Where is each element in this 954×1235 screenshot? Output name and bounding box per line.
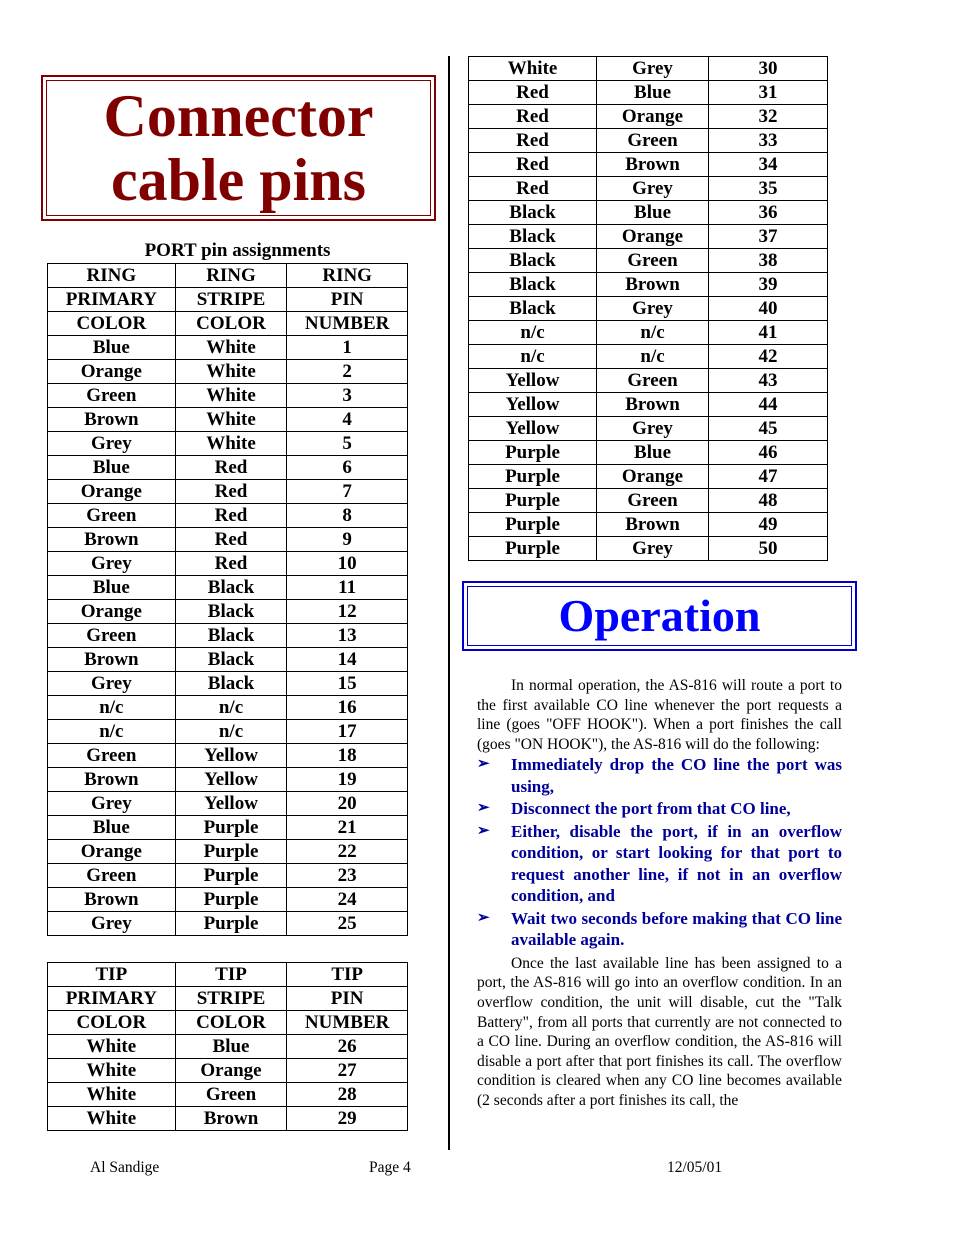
table-row: [48, 576, 408, 600]
table-cell: 42: [708, 345, 827, 369]
table-row: [469, 129, 828, 153]
table-cell: 49: [708, 513, 827, 537]
table-row: [48, 432, 408, 456]
table-header-cell: TIP: [175, 963, 287, 987]
table-cell: Blue: [48, 816, 176, 840]
operation-bullet: [477, 754, 842, 797]
table-cell: Green: [597, 369, 709, 393]
table-cell: 38: [708, 249, 827, 273]
table-header-cell: RING: [175, 264, 287, 288]
table-cell: 8: [287, 504, 408, 528]
operation-bullet: [477, 821, 842, 907]
table-row: [469, 513, 828, 537]
table-cell: Grey: [48, 792, 176, 816]
table-cell: Green: [48, 744, 176, 768]
table-cell: n/c: [469, 321, 597, 345]
table-row: [469, 153, 828, 177]
table-header-row: [48, 1011, 408, 1035]
table-row: [48, 840, 408, 864]
table-cell: Yellow: [175, 792, 287, 816]
table-cell: 6: [287, 456, 408, 480]
table-cell: Brown: [48, 408, 176, 432]
table-cell: Green: [48, 864, 176, 888]
footer-date: 12/05/01: [667, 1159, 723, 1176]
table-cell: Green: [597, 129, 709, 153]
table-cell: 50: [708, 537, 827, 561]
table-cell: Grey: [597, 537, 709, 561]
table-header-cell: NUMBER: [287, 1011, 408, 1035]
arrow-bullet-icon: ➢: [477, 800, 490, 817]
table-row: [48, 816, 408, 840]
table-cell: 23: [287, 864, 408, 888]
table-cell: Red: [469, 129, 597, 153]
table-cell: Grey: [597, 297, 709, 321]
table-row: [469, 369, 828, 393]
table-cell: Purple: [469, 537, 597, 561]
table-cell: 34: [708, 153, 827, 177]
table-row: [469, 321, 828, 345]
table-row: [469, 417, 828, 441]
table-header-row: [48, 288, 408, 312]
table-cell: Red: [175, 552, 287, 576]
table-cell: Blue: [597, 201, 709, 225]
table-cell: Red: [175, 504, 287, 528]
table-cell: White: [175, 408, 287, 432]
table-cell: Brown: [48, 888, 176, 912]
table-cell: Grey: [48, 552, 176, 576]
table-cell: Purple: [175, 912, 287, 936]
table-cell: 41: [708, 321, 827, 345]
table-cell: White: [175, 384, 287, 408]
table-cell: Green: [48, 504, 176, 528]
table-row: [469, 297, 828, 321]
table-cell: Grey: [48, 912, 176, 936]
table-row: [469, 177, 828, 201]
table-cell: Yellow: [469, 417, 597, 441]
table-cell: Orange: [597, 105, 709, 129]
table-row: [48, 888, 408, 912]
table-cell: Black: [469, 225, 597, 249]
table-cell: Green: [175, 1083, 287, 1107]
table-cell: Orange: [48, 480, 176, 504]
table-cell: White: [48, 1083, 176, 1107]
table-cell: 26: [287, 1035, 408, 1059]
table-cell: White: [48, 1059, 176, 1083]
table-row: [48, 504, 408, 528]
table-row: [48, 648, 408, 672]
table-cell: 30: [708, 57, 827, 81]
table-row: [469, 225, 828, 249]
table-cell: Yellow: [175, 768, 287, 792]
table-cell: Red: [469, 153, 597, 177]
table-cell: Black: [469, 201, 597, 225]
connector-title: Connector cable pins: [103, 83, 374, 213]
table-cell: n/c: [469, 345, 597, 369]
table-cell: 20: [287, 792, 408, 816]
table-header-cell: STRIPE: [175, 288, 287, 312]
tip-pin-table: [47, 962, 408, 1131]
table-row: [48, 744, 408, 768]
table-cell: Green: [48, 624, 176, 648]
table-cell: Orange: [48, 360, 176, 384]
table-cell: Purple: [175, 816, 287, 840]
table-cell: Blue: [48, 576, 176, 600]
table-cell: 37: [708, 225, 827, 249]
table-cell: 22: [287, 840, 408, 864]
table-cell: Purple: [469, 489, 597, 513]
table-cell: 31: [708, 81, 827, 105]
table-cell: Purple: [469, 513, 597, 537]
table-cell: Brown: [597, 273, 709, 297]
operation-bullet-text: Either, disable the port, if in an overflow condition, or start looking for that port to request another line, if not in an overflow condition, and: [511, 821, 842, 906]
table-cell: Brown: [48, 528, 176, 552]
table-cell: Yellow: [469, 369, 597, 393]
table-cell: Blue: [48, 456, 176, 480]
table-cell: 47: [708, 465, 827, 489]
ring-table-body: [48, 264, 408, 936]
table-row: [48, 600, 408, 624]
table-cell: 33: [708, 129, 827, 153]
table-cell: Black: [175, 624, 287, 648]
table-header-cell: COLOR: [48, 1011, 176, 1035]
table-cell: 27: [287, 1059, 408, 1083]
table-cell: 7: [287, 480, 408, 504]
table-cell: Grey: [597, 177, 709, 201]
table-row: [48, 696, 408, 720]
ring-pin-table: [47, 263, 408, 936]
port-caption: PORT pin assignments: [144, 240, 331, 261]
table-cell: Orange: [175, 1059, 287, 1083]
table-cell: 29: [287, 1107, 408, 1131]
table-cell: Red: [175, 480, 287, 504]
column-divider: [448, 56, 450, 1150]
table-header-row: [48, 963, 408, 987]
table-cell: Yellow: [175, 744, 287, 768]
table-row: [48, 864, 408, 888]
table-cell: Red: [469, 105, 597, 129]
operation-bullet-text: Immediately drop the CO line the port was using,: [511, 755, 842, 796]
table-cell: 1: [287, 336, 408, 360]
table-cell: 43: [708, 369, 827, 393]
table-row: [48, 624, 408, 648]
table-cell: White: [48, 1035, 176, 1059]
table-cell: Blue: [597, 441, 709, 465]
table-cell: Green: [597, 489, 709, 513]
table-row: [48, 1035, 408, 1059]
table-cell: 11: [287, 576, 408, 600]
table-header-cell: COLOR: [175, 312, 287, 336]
table-row: [469, 273, 828, 297]
table-cell: 17: [287, 720, 408, 744]
table-cell: 13: [287, 624, 408, 648]
table-cell: 46: [708, 441, 827, 465]
table-cell: Purple: [175, 888, 287, 912]
table-row: [469, 81, 828, 105]
table-header-row: [48, 264, 408, 288]
table-cell: 18: [287, 744, 408, 768]
table-row: [48, 456, 408, 480]
table-row: [48, 768, 408, 792]
table-header-cell: RING: [287, 264, 408, 288]
table-cell: Grey: [597, 417, 709, 441]
table-cell: 16: [287, 696, 408, 720]
table-row: [48, 552, 408, 576]
table-cell: n/c: [175, 696, 287, 720]
table-cell: Red: [175, 528, 287, 552]
table-header-cell: COLOR: [48, 312, 176, 336]
connector-title-box: [41, 75, 436, 221]
table-header-cell: STRIPE: [175, 987, 287, 1011]
table-row: [48, 720, 408, 744]
table-cell: White: [175, 336, 287, 360]
table-cell: 35: [708, 177, 827, 201]
table-cell: Brown: [48, 648, 176, 672]
table-cell: n/c: [175, 720, 287, 744]
operation-intro: In normal operation, the AS-816 will route a port to the first available CO line whenever the port requests a line (goes "OFF HOOK"). When a port finishes the call (goes "ON HOOK"), the AS-816 will do the following:: [477, 677, 842, 753]
table-cell: Grey: [597, 57, 709, 81]
table-cell: Brown: [597, 153, 709, 177]
table-header-cell: RING: [48, 264, 176, 288]
table-cell: 48: [708, 489, 827, 513]
continued-table-body: [469, 57, 828, 561]
table-cell: Black: [175, 576, 287, 600]
operation-bullet-text: Wait two seconds before making that CO line available again.: [511, 908, 842, 950]
table-cell: Grey: [48, 432, 176, 456]
table-header-cell: TIP: [48, 963, 176, 987]
table-cell: Black: [469, 273, 597, 297]
table-row: [48, 912, 408, 936]
table-row: [469, 105, 828, 129]
table-cell: 32: [708, 105, 827, 129]
arrow-bullet-icon: ➢: [477, 756, 490, 773]
table-cell: 21: [287, 816, 408, 840]
table-cell: Blue: [175, 1035, 287, 1059]
table-row: [469, 57, 828, 81]
table-row: [469, 345, 828, 369]
table-row: [48, 528, 408, 552]
table-row: [469, 537, 828, 561]
table-cell: Brown: [597, 393, 709, 417]
table-cell: 14: [287, 648, 408, 672]
table-cell: 28: [287, 1083, 408, 1107]
table-row: [48, 672, 408, 696]
table-cell: Red: [175, 456, 287, 480]
table-cell: 4: [287, 408, 408, 432]
table-cell: White: [48, 1107, 176, 1131]
operation-bullet: [477, 798, 842, 820]
table-cell: n/c: [48, 696, 176, 720]
operation-overflow-paragraph: Once the last available line has been assigned to a port, the AS-816 will go into an overflow condition. In an overflow condition, the unit will disable, cut the "Talk Battery", from all ports that currently are not connected to a CO line. During an overflow condition, the AS-816 will disable a port after that port finishes its call. The overflow condition is cleared when any CO line becomes available (2 seconds after a port finishes its call, the: [477, 954, 842, 1110]
table-cell: 5: [287, 432, 408, 456]
table-cell: Black: [469, 249, 597, 273]
table-cell: 12: [287, 600, 408, 624]
arrow-bullet-icon: ➢: [477, 909, 490, 926]
table-cell: 10: [287, 552, 408, 576]
table-cell: 15: [287, 672, 408, 696]
table-cell: Blue: [597, 81, 709, 105]
table-cell: Purple: [175, 840, 287, 864]
table-cell: Orange: [48, 600, 176, 624]
table-cell: Black: [175, 600, 287, 624]
table-cell: Black: [175, 648, 287, 672]
table-cell: 9: [287, 528, 408, 552]
table-cell: Green: [597, 249, 709, 273]
tip-table-body: [48, 963, 408, 1131]
table-cell: Green: [48, 384, 176, 408]
table-cell: Purple: [469, 441, 597, 465]
table-cell: Grey: [48, 672, 176, 696]
table-cell: Yellow: [469, 393, 597, 417]
table-cell: Black: [469, 297, 597, 321]
table-row: [48, 1083, 408, 1107]
table-row: [469, 441, 828, 465]
table-header-cell: PIN: [287, 987, 408, 1011]
arrow-bullet-icon: ➢: [477, 822, 490, 839]
footer-author: Al Sandige: [90, 1159, 160, 1176]
table-row: [469, 489, 828, 513]
table-cell: Purple: [175, 864, 287, 888]
table-cell: 25: [287, 912, 408, 936]
table-row: [48, 336, 408, 360]
table-row: [469, 249, 828, 273]
table-row: [48, 480, 408, 504]
continued-pin-table: [468, 56, 828, 561]
table-cell: 44: [708, 393, 827, 417]
table-cell: 2: [287, 360, 408, 384]
operation-bullet-list: [477, 754, 842, 951]
table-cell: 39: [708, 273, 827, 297]
table-header-cell: TIP: [287, 963, 408, 987]
footer-page-number: Page 4: [369, 1159, 411, 1176]
operation-text: [477, 676, 842, 1111]
table-cell: Red: [469, 177, 597, 201]
table-cell: Orange: [48, 840, 176, 864]
table-cell: Black: [175, 672, 287, 696]
table-cell: 19: [287, 768, 408, 792]
table-cell: Brown: [175, 1107, 287, 1131]
table-cell: Orange: [597, 465, 709, 489]
table-cell: White: [469, 57, 597, 81]
table-cell: White: [175, 360, 287, 384]
table-row: [48, 360, 408, 384]
table-cell: 24: [287, 888, 408, 912]
table-row: [48, 408, 408, 432]
table-row: [469, 393, 828, 417]
table-cell: 40: [708, 297, 827, 321]
table-header-row: [48, 987, 408, 1011]
table-row: [48, 1059, 408, 1083]
table-cell: White: [175, 432, 287, 456]
table-header-cell: PIN: [287, 288, 408, 312]
table-row: [48, 792, 408, 816]
table-cell: n/c: [597, 321, 709, 345]
table-header-cell: PRIMARY: [48, 288, 176, 312]
table-row: [469, 201, 828, 225]
table-header-cell: PRIMARY: [48, 987, 176, 1011]
table-row: [48, 384, 408, 408]
connector-title-inner-frame: [46, 80, 431, 216]
table-cell: Brown: [48, 768, 176, 792]
table-cell: 3: [287, 384, 408, 408]
table-header-cell: NUMBER: [287, 312, 408, 336]
table-cell: n/c: [597, 345, 709, 369]
table-cell: Red: [469, 81, 597, 105]
table-cell: Purple: [469, 465, 597, 489]
operation-title: Operation: [558, 590, 761, 641]
table-cell: 45: [708, 417, 827, 441]
table-row: [469, 465, 828, 489]
operation-bullet: [477, 908, 842, 951]
table-cell: n/c: [48, 720, 176, 744]
table-row: [48, 1107, 408, 1131]
table-header-cell: COLOR: [175, 1011, 287, 1035]
operation-bullet-text: Disconnect the port from that CO line,: [511, 799, 791, 819]
table-header-row: [48, 312, 408, 336]
operation-title-inner-frame: [467, 586, 852, 646]
table-cell: Orange: [597, 225, 709, 249]
table-cell: Brown: [597, 513, 709, 537]
table-cell: Blue: [48, 336, 176, 360]
table-cell: 36: [708, 201, 827, 225]
operation-title-box: [462, 581, 857, 651]
